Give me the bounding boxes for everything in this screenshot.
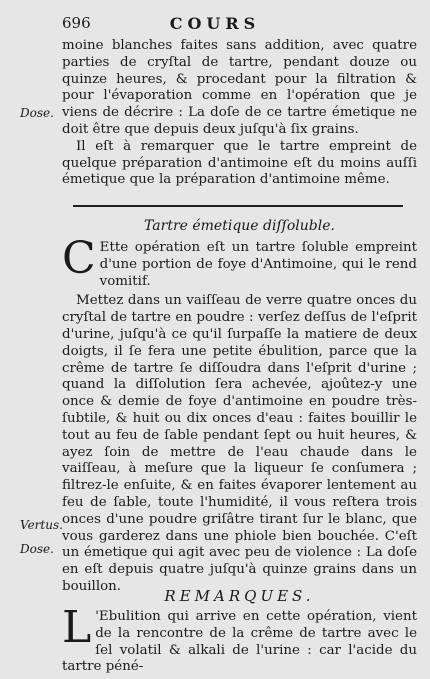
remarques-text: 'Ebulition qui arrive en cette opération, vient de la rencontre de la crême de tartre avec le ſel volatil & alkali de l'urine : car l'acide du tartre péné- <box>62 609 417 675</box>
drop-cap-l: L <box>62 602 92 653</box>
section-opening-text <box>62 38 417 189</box>
section-remarques-text <box>62 602 417 676</box>
section-divider <box>73 205 403 207</box>
intro-paragraph <box>62 233 417 290</box>
opening-paragraph: moine blanches faites sans addition, avec quatre parties de cryſtal de tartre, pendant douze ou quinze heures, & procedant pour la filtration & pour l'évaporation comme en l'opération que je viens de décrire : La doſe de ce tartre émetique ne doit être que depuis deux juſqu'à ſix grains. <box>62 38 417 137</box>
remarques-paragraph <box>62 602 417 676</box>
section-title-remarques: REMARQUES. <box>164 587 315 605</box>
drop-cap: C <box>62 233 96 284</box>
remark-paragraph: Il eſt à remarquer que le tartre empreint de quelque préparation d'antimoine eſt du moins auſſi émetique que la préparation d'antimoine même. <box>62 138 417 188</box>
section-tartre-text <box>62 233 417 596</box>
section-title-tartre-emetique: Tartre émetique diſſoluble. <box>144 218 335 234</box>
margin-note-dose: Dose. <box>20 106 54 120</box>
page-header <box>0 14 430 36</box>
running-head: COURS <box>169 14 261 33</box>
page-number: 696 <box>62 14 91 32</box>
margin-note-dose-2: Dose. <box>20 542 54 556</box>
method-paragraph: Mettez dans un vaiſſeau de verre quatre onces du cryſtal de tartre en poudre : verſez deſſus de l'eſprit d'urine, juſqu'à ce qu'il ſurpaſſe la matiere de deux doigts, il ſe fera une petite ébulition, parce que la crême de tartre ſe diſſoudra dans l'eſprit d'urine ; quand la diſſolution ſera achevée, ajoûtez-y une once & demie de foye d'antimoine en poudre très-ſubtile, & huit ou dix onces d'eau : faites bouillir le tout au feu de ſable pendant ſept ou huit heures, & ayez ſoin de mettre de l'eau chaude dans le vaiſſeau, à meſure que la liqueur ſe conſumera ; filtrez-le enſuite, & en faites évaporer lentement au feu de ſable, toute l'humidité, il vous reſtera trois onces d'une poudre griſâtre tirant ſur le blanc, que vous garderez dans une phiole bien bouchée. C'eſt un émetique qui agit avec peu de violence : La doſe en eſt depuis quatre juſqu'à quinze grains dans un bouillon. <box>62 293 417 594</box>
margin-note-vertus: Vertus. <box>20 518 63 532</box>
intro-text: Ette opération eſt un tartre ſoluble empreint d'une portion de foye d'Antimoine, qui le rend vomitif. <box>99 240 417 289</box>
